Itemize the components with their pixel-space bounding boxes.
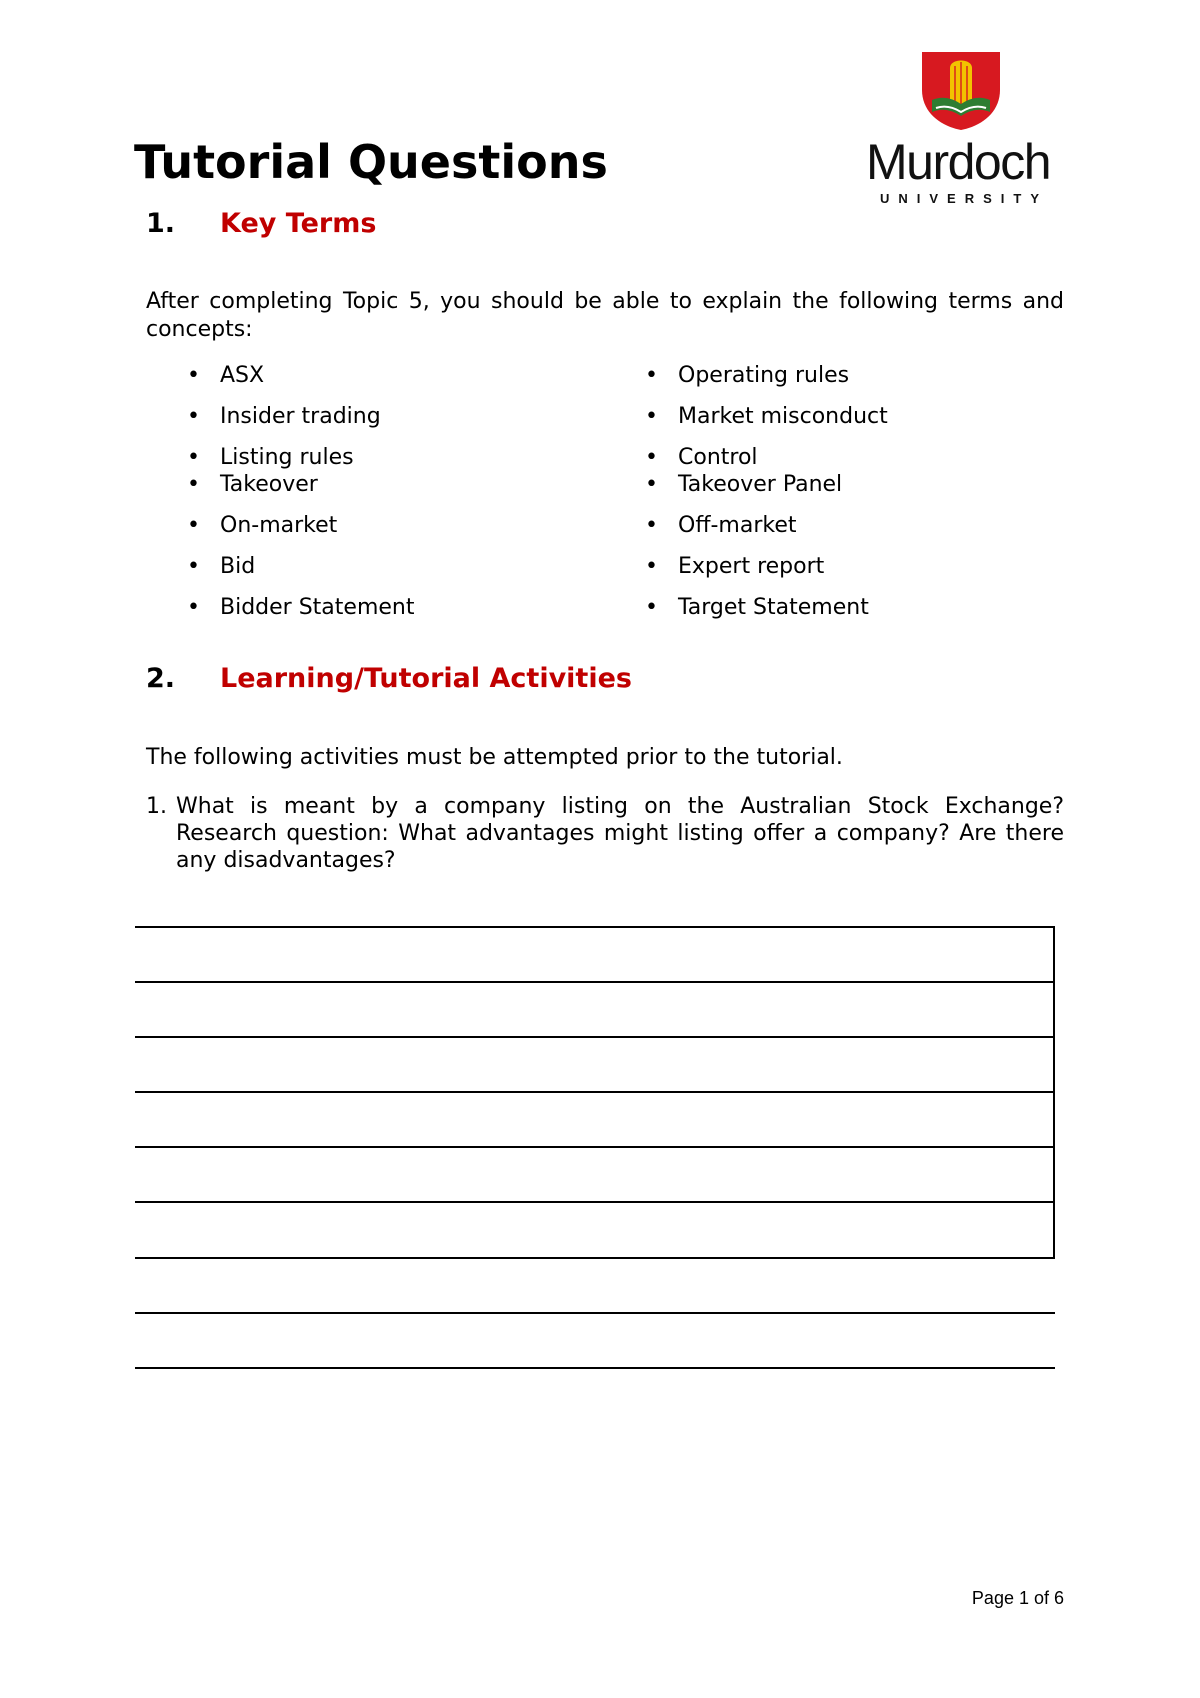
term-right-off-market: • Off-market (645, 513, 797, 538)
logo-subtitle: UNIVERSITY (879, 191, 1048, 206)
answer-line (135, 1312, 1055, 1314)
page-number: Page 1 of 6 (971, 1588, 1064, 1608)
term-left-asx: • ASX (187, 363, 265, 388)
term-left-listing-rules: • Listing rules (187, 445, 354, 470)
page-title: Tutorial Questions (134, 135, 608, 189)
answer-line (135, 1146, 1055, 1148)
murdoch-shield-logo (920, 50, 1002, 132)
term-right-target-statement: • Target Statement (645, 595, 869, 620)
term-right-expert-report: • Expert report (645, 554, 825, 579)
question-text: What is meant by a company listing on the Australian Stock Exchange? Research question: What advantages might listing offer a company? Are there any disadvantages? (176, 794, 1064, 873)
section-number: 2. (146, 663, 176, 694)
answer-box-right-border (1053, 926, 1055, 1258)
term-left-insider-trading: • Insider trading (187, 404, 381, 429)
term-right-market-misconduct: • Market misconduct (645, 404, 888, 429)
answer-line (135, 1257, 1055, 1259)
term-right-control: • Control (645, 445, 758, 470)
section-number: 1. (146, 208, 176, 239)
term-left-bidder-statement: • Bidder Statement (187, 595, 415, 620)
term-right-operating-rules: • Operating rules (645, 363, 850, 388)
answer-line (135, 1091, 1055, 1093)
answer-line (135, 1036, 1055, 1038)
answer-line (135, 1201, 1055, 1203)
section-title: Key Terms (220, 208, 377, 239)
section-heading-key-terms (146, 207, 376, 241)
term-right-takeover-panel: • Takeover Panel (645, 472, 843, 497)
term-left-takeover: • Takeover (187, 472, 318, 497)
logo-wordmark: Murdoch (865, 134, 1051, 190)
section-title: Learning/Tutorial Activities (220, 663, 632, 694)
answer-line (135, 926, 1055, 928)
answer-line (135, 981, 1055, 983)
term-left-on-market: • On-market (187, 513, 338, 538)
answer-line (135, 1367, 1055, 1369)
term-left-bid: • Bid (187, 554, 256, 579)
question-number: 1. (146, 794, 167, 819)
question-list (146, 793, 1064, 874)
key-terms-intro: After completing Topic 5, you should be able to explain the following terms and concepts: (146, 289, 1064, 342)
question-item (146, 793, 1064, 874)
section-heading-activities (146, 662, 632, 696)
activities-intro: The following activities must be attempted prior to the tutorial. (146, 745, 843, 770)
